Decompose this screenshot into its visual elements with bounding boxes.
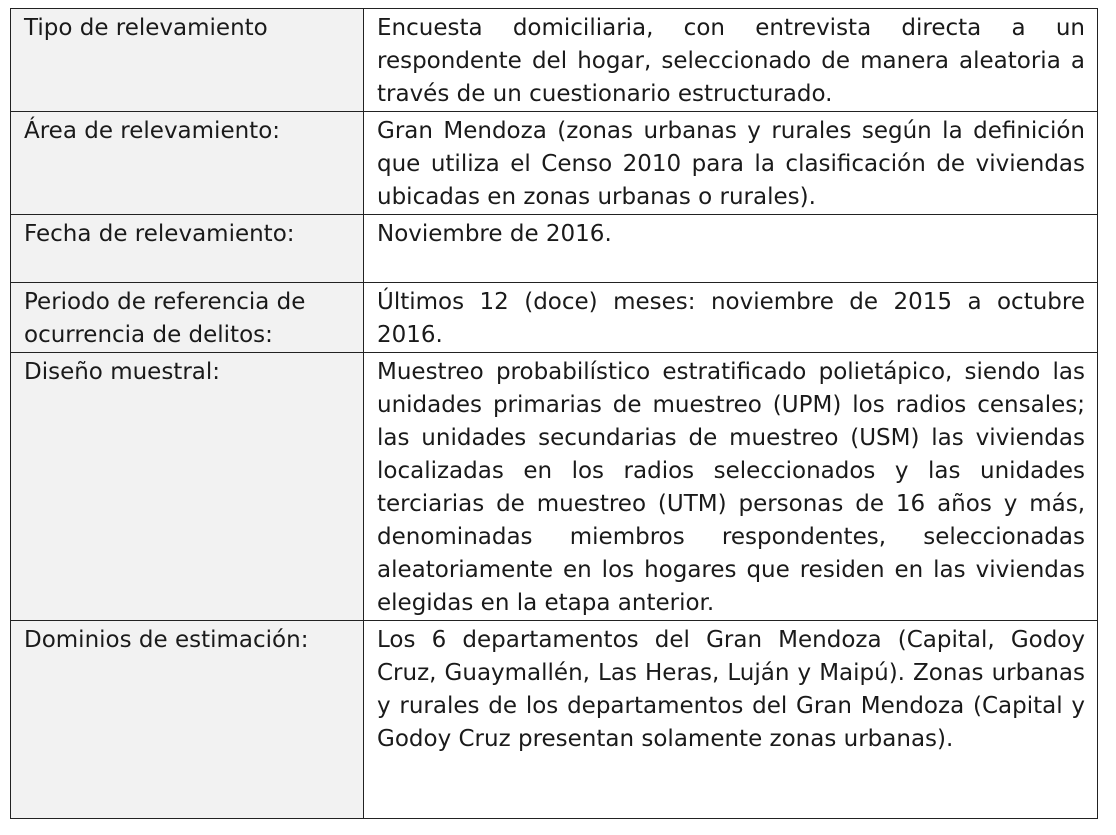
row-label: Tipo de relevamiento bbox=[11, 9, 364, 112]
row-value: Últimos 12 (doce) meses: noviembre de 2015 a octubre 2016. bbox=[364, 283, 1098, 353]
row-label: Dominios de estimación: bbox=[11, 621, 364, 819]
table-row-dominios bbox=[11, 621, 1098, 819]
row-value: Muestreo probabilístico estratificado polietápico, siendo las unidades primarias de muestreo (UPM) los radios censales; las unidades secundarias de muestreo (USM) las viviendas localizadas en los radios seleccionados y las unidades terciarias de muestreo (UTM) personas de 16 años y más, denominadas miembros respondentes, seleccionadas aleatoriamente en los hogares que residen en las viviendas elegidas en la etapa anterior. bbox=[364, 353, 1098, 621]
table-row-area bbox=[11, 112, 1098, 215]
row-label: Área de relevamiento: bbox=[11, 112, 364, 215]
table-row-periodo bbox=[11, 283, 1098, 353]
row-value: Los 6 departamentos del Gran Mendoza (Capital, Godoy Cruz, Guaymallén, Las Heras, Luján y Maipú). Zonas urbanas y rurales de los departamentos del Gran Mendoza (Capital y Godoy Cruz presentan solamente zonas urbanas). bbox=[364, 621, 1098, 819]
row-label: Fecha de relevamiento: bbox=[11, 215, 364, 283]
table-row-fecha bbox=[11, 215, 1098, 283]
row-value: Gran Mendoza (zonas urbanas y rurales según la definición que utiliza el Censo 2010 para la clasificación de viviendas ubicadas en zonas urbanas o rurales). bbox=[364, 112, 1098, 215]
table-row-tipo bbox=[11, 9, 1098, 112]
survey-info-table bbox=[10, 8, 1098, 819]
row-label: Diseño muestral: bbox=[11, 353, 364, 621]
table-row-diseno bbox=[11, 353, 1098, 621]
row-value: Noviembre de 2016. bbox=[364, 215, 1098, 283]
row-value: Encuesta domiciliaria, con entrevista directa a un respondente del hogar, seleccionado de manera aleatoria a través de un cuestionario estructurado. bbox=[364, 9, 1098, 112]
row-label: Periodo de referencia de ocurrencia de delitos: bbox=[11, 283, 364, 353]
